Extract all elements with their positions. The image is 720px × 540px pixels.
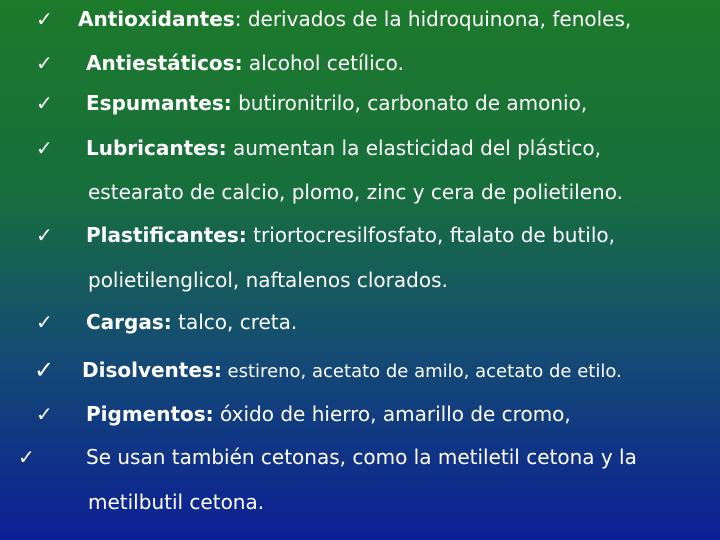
checkmark-icon: ✓ (36, 91, 53, 115)
item-text (86, 440, 637, 474)
item-text (86, 218, 615, 252)
item-text (86, 397, 571, 431)
checkmark-icon: ✓ (36, 310, 53, 334)
item-text (82, 353, 622, 389)
item-text (86, 131, 601, 165)
item-description: alcohol cetílico. (242, 51, 404, 75)
checkmark-icon: ✓ (18, 445, 35, 469)
item-term: Lubricantes: (86, 136, 227, 160)
item-term: Antioxidantes (78, 7, 235, 31)
item-term: Plastificantes: (86, 223, 247, 247)
checkmark-icon: ✓ (36, 7, 53, 31)
item-term: Espumantes: (86, 91, 232, 115)
list-item-antiestaticos (0, 46, 720, 80)
item-term: Antiestáticos: (86, 51, 243, 75)
list-item-espumantes (0, 86, 720, 120)
item-text (86, 305, 297, 339)
item-continuation: metilbutil cetona. (88, 490, 265, 514)
item-text (78, 2, 631, 36)
item-description: estireno, acetato de amilo, acetato de etilo. (221, 361, 622, 382)
item-description: derivados de la hidroquinona, fenoles, (241, 7, 632, 31)
item-continuation: polietilenglicol, naftalenos clorados. (88, 268, 448, 292)
item-description: aumentan la elasticidad del plástico, (226, 136, 602, 160)
item-description: óxido de hierro, amarillo de cromo, (213, 402, 571, 426)
item-term: Cargas: (86, 310, 172, 334)
item-description: butironitrilo, carbonato de amonio, (231, 91, 588, 115)
item-term: Disolventes: (82, 358, 222, 382)
list-item-plastificantes (0, 218, 720, 252)
list-item-pigmentos (0, 397, 720, 431)
item-text (86, 46, 404, 80)
item-term: Pigmentos: (86, 402, 214, 426)
checkmark-icon: ✓ (36, 223, 53, 247)
item-description: Se usan también cetonas, como la metiletil cetona y la (86, 445, 637, 469)
list-item-antioxidantes (0, 2, 720, 36)
checkmark-icon: ✓ (34, 356, 55, 384)
checkmark-icon: ✓ (36, 402, 53, 426)
item-description: talco, creta. (171, 310, 298, 334)
checkmark-icon: ✓ (36, 136, 53, 160)
list-item-cetonas (0, 440, 720, 474)
item-separator: : (234, 7, 242, 31)
list-item-disolventes (0, 353, 720, 387)
item-description: triortocresilfosfato, ftalato de butilo, (246, 223, 616, 247)
item-text (86, 86, 587, 120)
list-item-cargas (0, 305, 720, 339)
checkmark-icon: ✓ (36, 51, 53, 75)
list-item-lubricantes (0, 131, 720, 165)
item-continuation: estearato de calcio, plomo, zinc y cera de polietileno. (88, 180, 623, 204)
